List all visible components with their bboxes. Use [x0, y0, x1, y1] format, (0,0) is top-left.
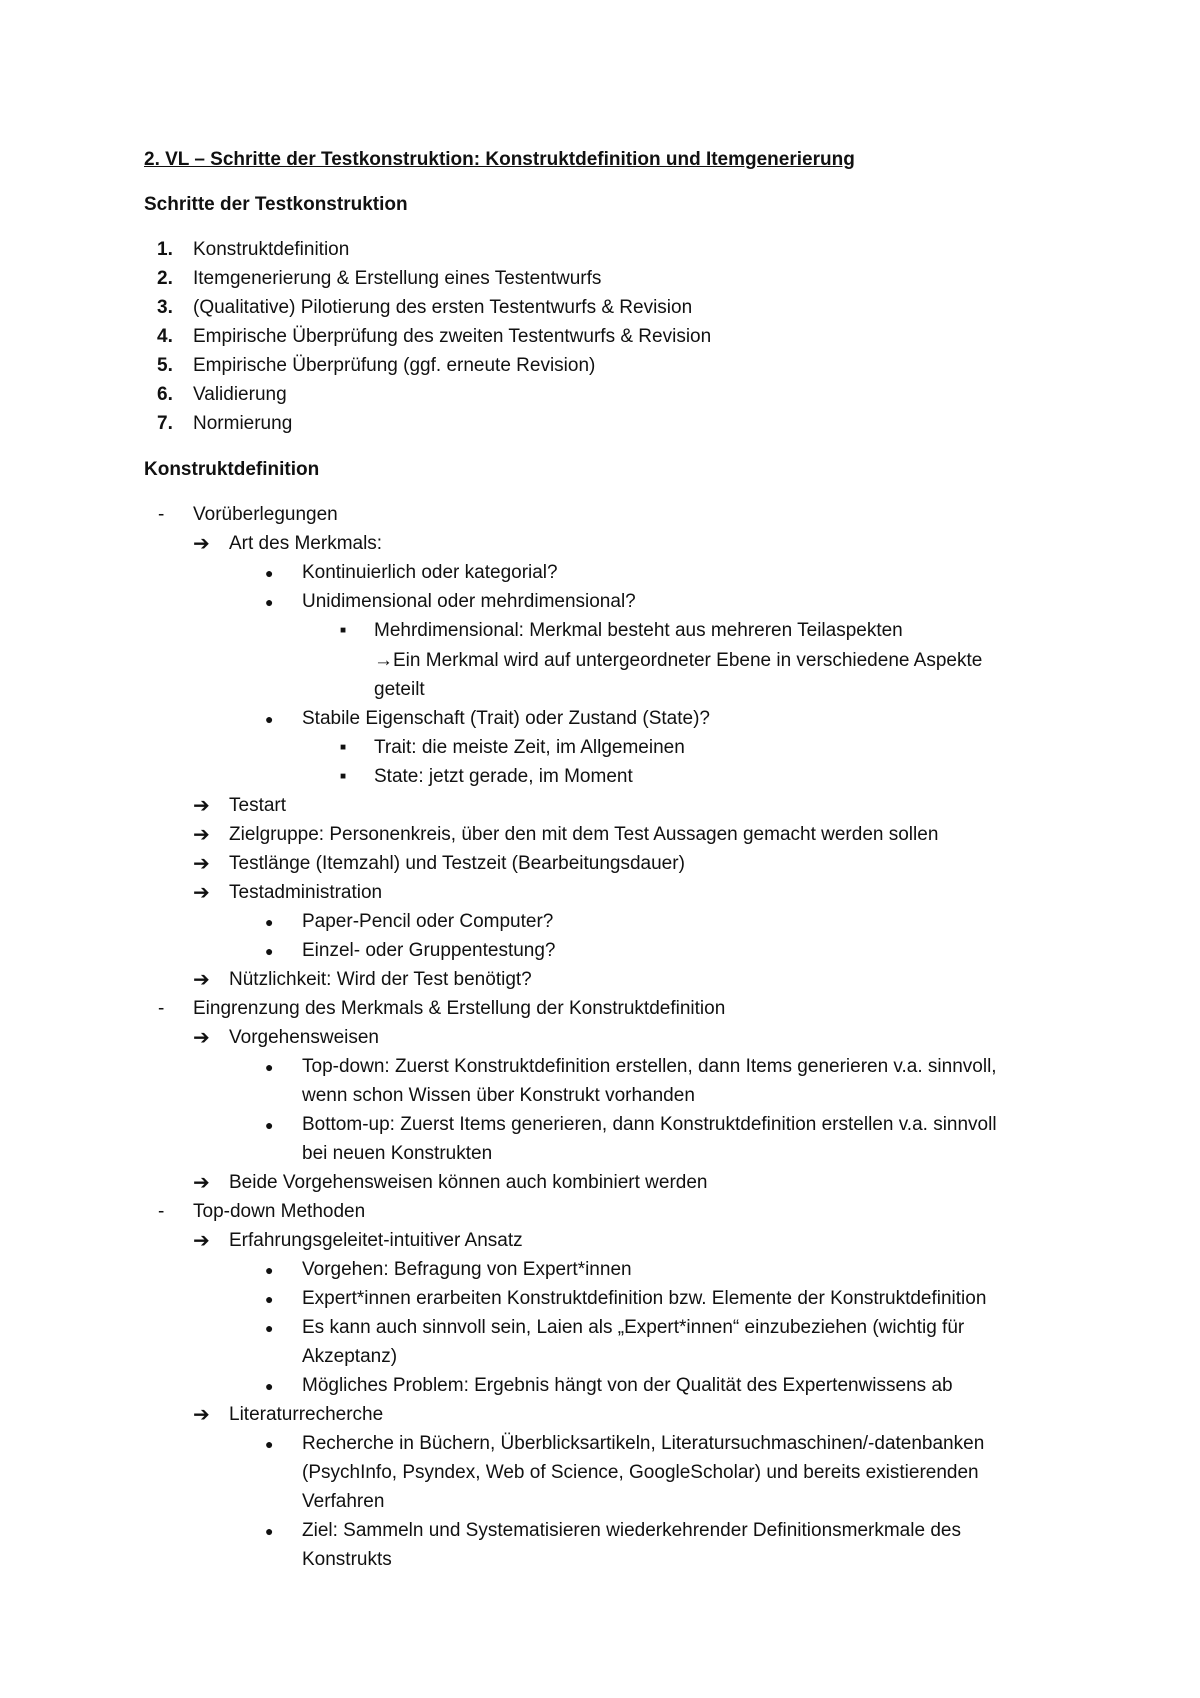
list-item: Top-down: Zuerst Konstruktdefinition erstellen, dann Items generieren v.a. sinnvoll,	[302, 1056, 997, 1077]
list-item: Expert*innen erarbeiten Konstruktdefinition bzw. Elemente der Konstruktdefinition	[302, 1288, 987, 1309]
list-item: Bottom-up: Zuerst Items generieren, dann Konstruktdefinition erstellen v.a. sinnvoll	[302, 1114, 997, 1135]
list-item: Nützlichkeit: Wird der Test benötigt?	[229, 969, 532, 990]
list-item: Normierung	[193, 413, 293, 434]
bullet-icon: ●	[265, 1523, 274, 1539]
bullet-icon: ●	[265, 943, 274, 959]
bullet-icon: ●	[265, 1059, 274, 1075]
list-item-continuation: Akzeptanz)	[302, 1346, 398, 1367]
bullet-icon: ●	[265, 914, 274, 930]
bullet-icon: ●	[265, 1291, 274, 1307]
list-item: Vorüberlegungen	[193, 504, 338, 525]
list-item: Testart	[229, 795, 287, 816]
square-bullet-icon: ■	[340, 742, 347, 753]
list-item: Beide Vorgehensweisen können auch kombiniert werden	[229, 1172, 708, 1193]
bullet-icon: ●	[265, 1378, 274, 1394]
section-heading-steps: Schritte der Testkonstruktion	[144, 194, 408, 215]
list-item: Testadministration	[229, 882, 383, 903]
arrow-icon: ➔	[193, 853, 210, 875]
bullet-icon: ●	[265, 1320, 274, 1336]
list-item: Vorgehen: Befragung von Expert*innen	[302, 1259, 632, 1280]
step-number: 3.	[157, 297, 173, 318]
dash-marker: -	[158, 998, 165, 1019]
list-item: Konstruktdefinition	[193, 239, 350, 260]
list-item: Literaturrecherche	[229, 1404, 384, 1425]
bullet-icon: ●	[265, 1262, 274, 1278]
list-item-continuation: Konstrukts	[302, 1549, 392, 1570]
arrow-icon: ➔	[193, 795, 210, 817]
list-item: Itemgenerierung & Erstellung eines Testentwurfs	[193, 268, 602, 289]
list-item: Es kann auch sinnvoll sein, Laien als „Expert*innen“ einzubeziehen (wichtig für	[302, 1317, 965, 1338]
list-item: Mögliches Problem: Ergebnis hängt von der Qualität des Expertenwissens ab	[302, 1375, 953, 1396]
square-bullet-icon: ■	[340, 771, 347, 782]
list-item: Unidimensional oder mehrdimensional?	[302, 591, 636, 612]
list-item-continuation: bei neuen Konstrukten	[302, 1143, 493, 1164]
list-item: State: jetzt gerade, im Moment	[374, 766, 633, 787]
list-item: Kontinuierlich oder kategorial?	[302, 562, 558, 583]
step-number: 4.	[157, 326, 173, 347]
step-number: 5.	[157, 355, 173, 376]
square-bullet-icon: ■	[340, 625, 347, 636]
list-item: Trait: die meiste Zeit, im Allgemeinen	[374, 737, 685, 758]
dash-marker: -	[158, 504, 165, 525]
list-item: Validierung	[193, 384, 287, 405]
arrow-icon: ➔	[193, 1172, 210, 1194]
list-item-continuation: →Ein Merkmal wird auf untergeordneter Ebene in verschiedene Aspekte	[374, 650, 983, 671]
list-item: Empirische Überprüfung (ggf. erneute Revision)	[193, 355, 596, 376]
arrow-icon: ➔	[193, 882, 210, 904]
arrow-icon: ➔	[193, 1230, 210, 1252]
step-number: 2.	[157, 268, 173, 289]
list-item: Paper-Pencil oder Computer?	[302, 911, 554, 932]
bullet-icon: ●	[265, 1117, 274, 1133]
list-item: Testlänge (Itemzahl) und Testzeit (Bearbeitungsdauer)	[229, 853, 685, 874]
list-item: Mehrdimensional: Merkmal besteht aus mehreren Teilaspekten	[374, 620, 903, 641]
section-heading-konstruktdefinition: Konstruktdefinition	[144, 459, 320, 480]
list-item: Einzel- oder Gruppentestung?	[302, 940, 556, 961]
arrow-icon: ➔	[193, 824, 210, 846]
arrow-icon: ➔	[193, 1404, 210, 1426]
list-item-continuation: wenn schon Wissen über Konstrukt vorhanden	[302, 1085, 695, 1106]
arrow-icon: ➔	[193, 533, 210, 555]
arrow-icon: ➔	[193, 969, 210, 991]
bullet-icon: ●	[265, 1436, 274, 1452]
list-item-continuation: Verfahren	[302, 1491, 385, 1512]
bullet-icon: ●	[265, 565, 274, 581]
list-item: Empirische Überprüfung des zweiten Testentwurfs & Revision	[193, 326, 712, 347]
bullet-icon: ●	[265, 594, 274, 610]
arrow-icon: ➔	[193, 1027, 210, 1049]
page-title: 2. VL – Schritte der Testkonstruktion: Konstruktdefinition und Itemgenerierung	[144, 149, 855, 170]
list-item: Eingrenzung des Merkmals & Erstellung der Konstruktdefinition	[193, 998, 726, 1019]
list-item: Art des Merkmals:	[229, 533, 383, 554]
list-item: Zielgruppe: Personenkreis, über den mit dem Test Aussagen gemacht werden sollen	[229, 824, 939, 845]
step-number: 1.	[157, 239, 173, 260]
bullet-icon: ●	[265, 711, 274, 727]
list-item: Erfahrungsgeleitet-intuitiver Ansatz	[229, 1230, 523, 1251]
step-number: 6.	[157, 384, 173, 405]
list-item: Top-down Methoden	[193, 1201, 366, 1222]
list-item-continuation: (PsychInfo, Psyndex, Web of Science, GoogleScholar) und bereits existierenden	[302, 1462, 979, 1483]
list-item: Ziel: Sammeln und Systematisieren wiederkehrender Definitionsmerkmale des	[302, 1520, 961, 1541]
list-item: Vorgehensweisen	[229, 1027, 379, 1048]
dash-marker: -	[158, 1201, 165, 1222]
list-item: Recherche in Büchern, Überblicksartikeln, Literatursuchmaschinen/-datenbanken	[302, 1433, 985, 1454]
list-item-continuation: geteilt	[374, 679, 425, 700]
list-item: Stabile Eigenschaft (Trait) oder Zustand (State)?	[302, 708, 710, 729]
step-number: 7.	[157, 413, 173, 434]
list-item: (Qualitative) Pilotierung des ersten Testentwurfs & Revision	[193, 297, 693, 318]
